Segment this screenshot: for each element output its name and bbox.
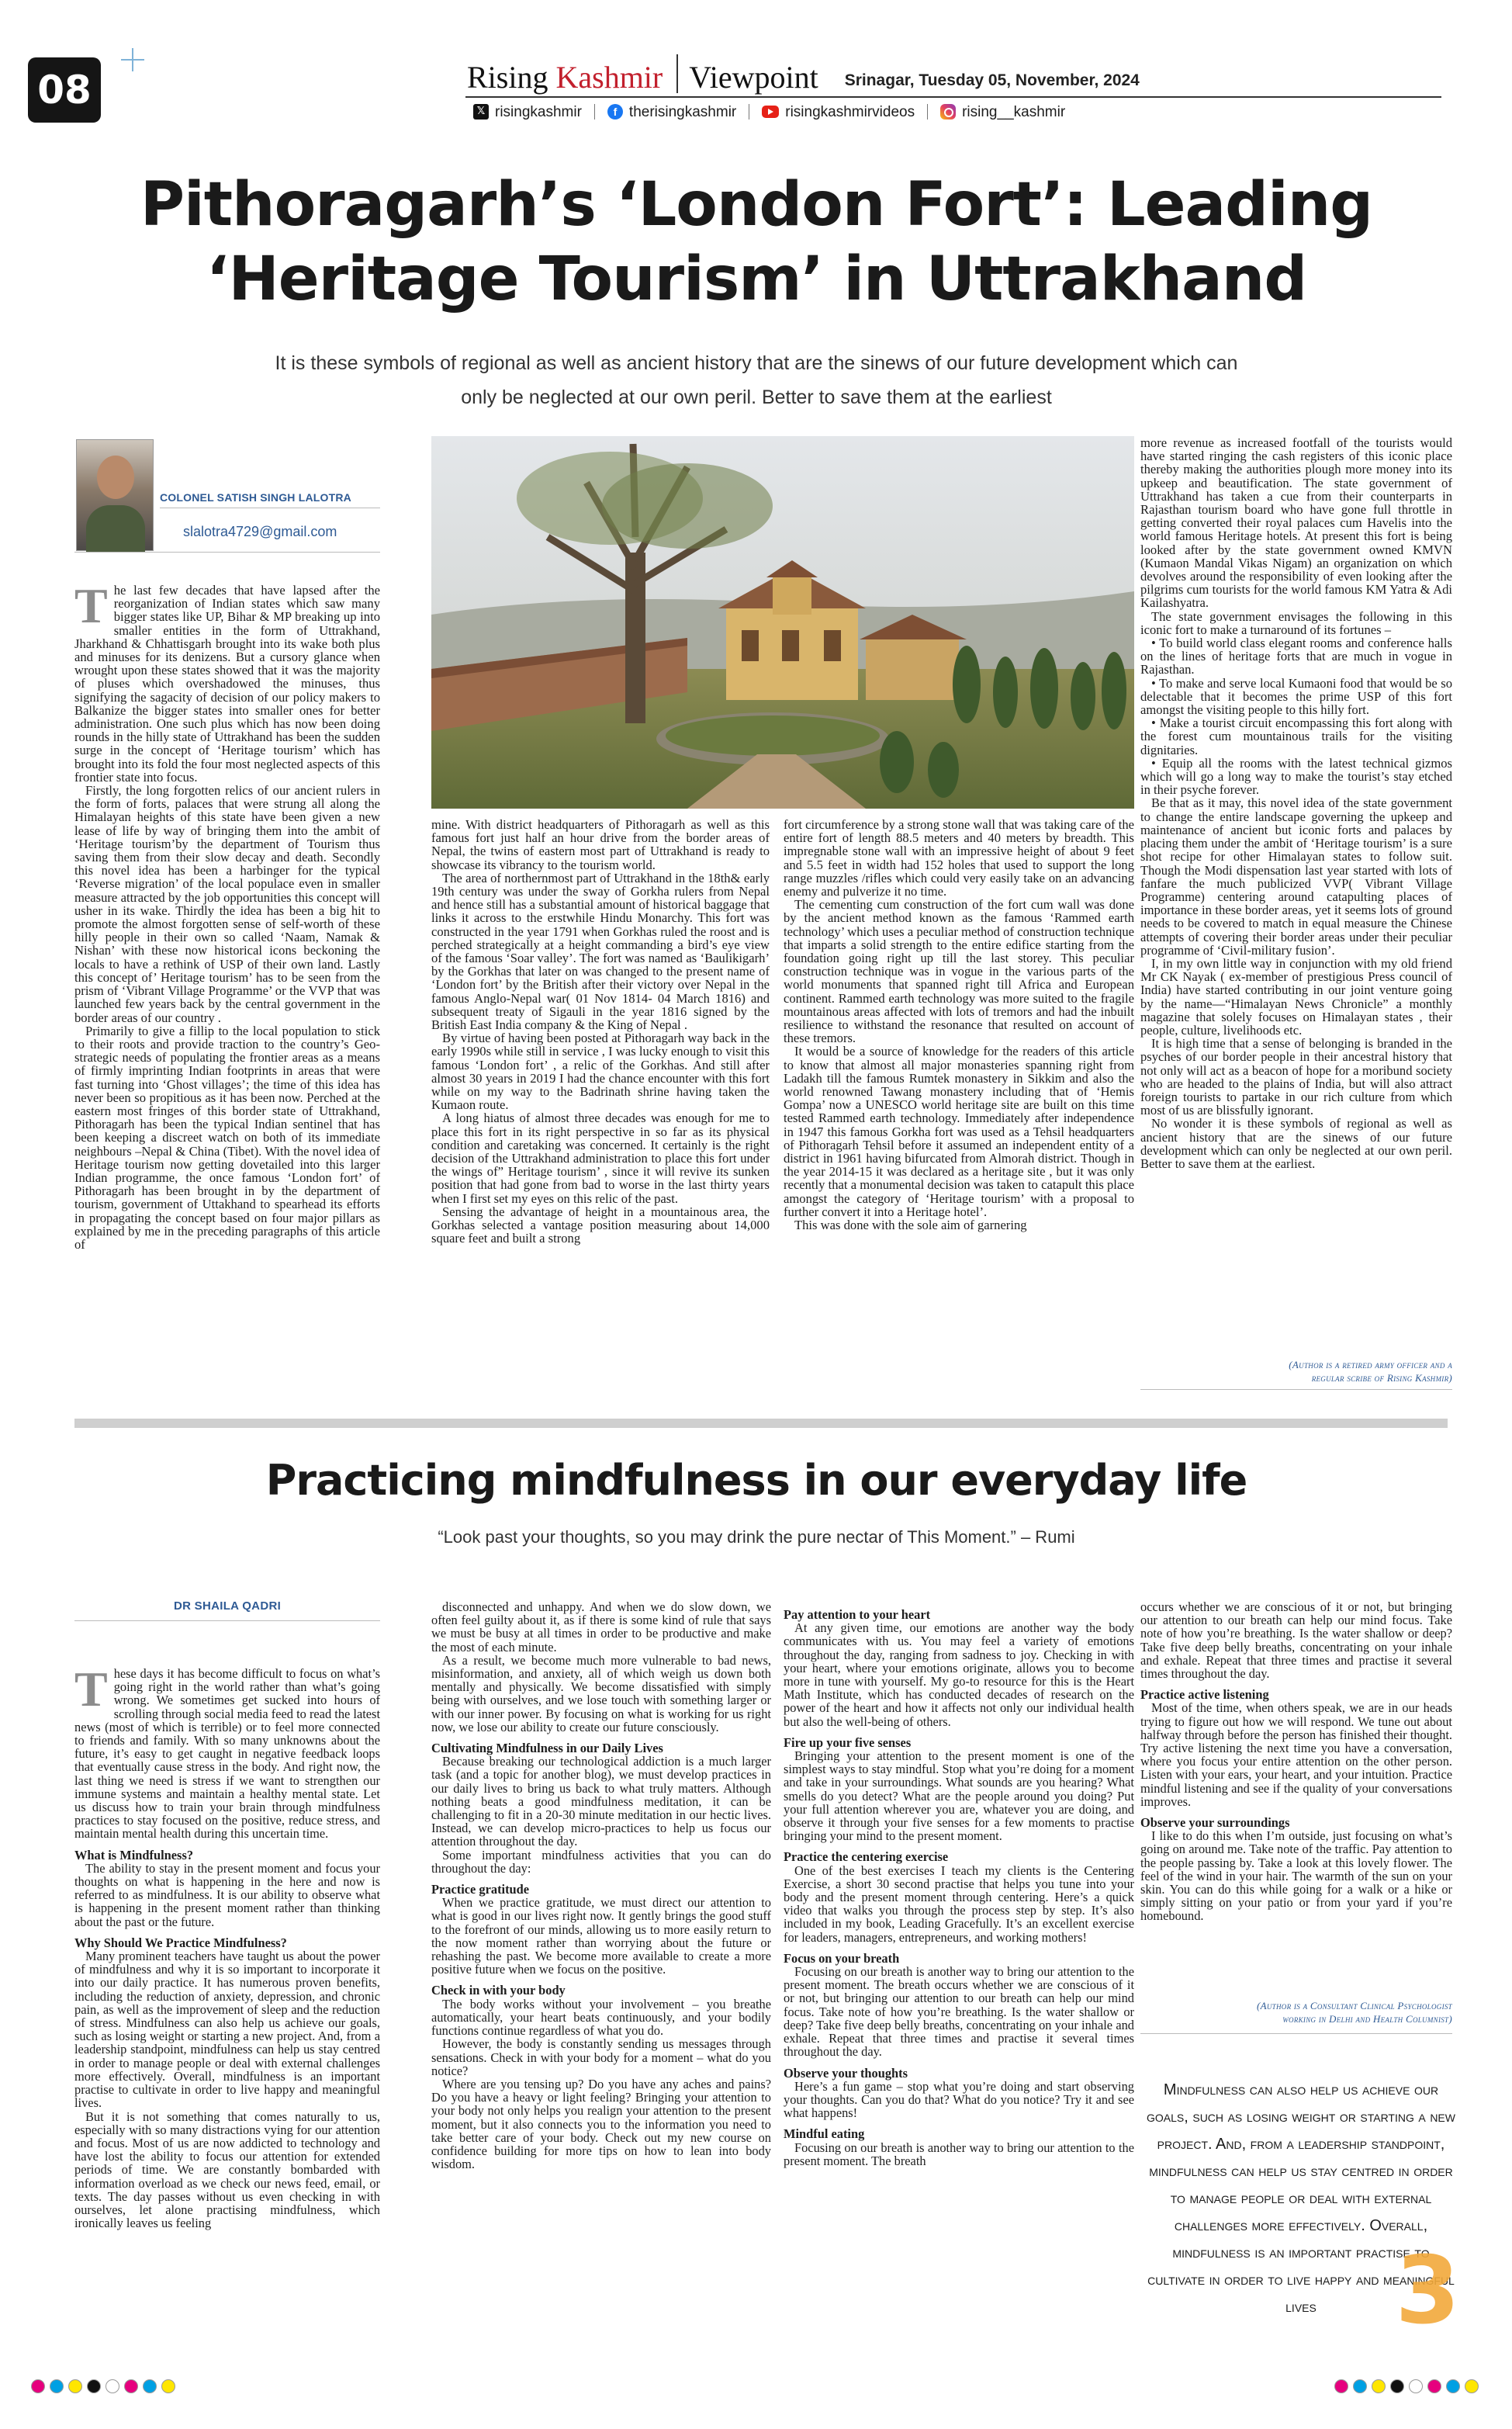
paragraph: Focusing on our breath is another way to bring our attention to the present moment. The breath occurs whether we are conscious of it or not, but bringing our attention to our breath can help our mind focus. Take note of how you’re breathing. Is the water shallow or deep? Take five deep belly breaths, concentrating on your inhale and exhale. Repeat that three times and practise it several times throughout the day. [784,1964,1134,2060]
article2-headline: Practicing mindfulness in our everyday life [265,1456,1247,1505]
color-swatch [1409,2379,1423,2393]
color-swatch [161,2379,175,2393]
article1-headline-line2: ‘Heritage Tourism’ in Uttrakhand [206,244,1307,314]
article1-bullet: • To make and serve local Kumaoni food that would be so delectable that it becomes the prime USP of this fort amongst the visiting people to this hilly fort. [1140,675,1452,718]
paragraph: When we practice gratitude, we must direct our attention to what is good in our lives right now. It gently brings the good stuff to the forefront of our minds, allowing us to more easily return to the now moment rather than worrying about the future or rehashing the past. We become more available to create a more positive future when we focus on the positive. [431,1895,771,1977]
article2-col4-flow [1140,1600,1452,1923]
article1-paragraph: The state government envisages the following in this iconic fort to make a turnaround of its fortunes – [1140,608,1452,637]
paragraph: Some important mindfulness activities that you can do throughout the day: [431,1847,771,1876]
pull-quote-mark: 3 [1395,2237,1460,2345]
social-instagram-handle: rising__kashmir [962,103,1066,120]
social-youtube-handle: risingkashmirvideos [785,103,915,120]
section-separator [74,1419,1448,1428]
color-swatch [1372,2379,1386,2393]
subheading: Observe your thoughts [784,2065,908,2081]
paragraph: Because breaking our technological addiction is a much larger task (and a topic for another blog), we must develop practices in our daily lives to bring us back to what truly matters. Although nothing beats a good mindfulness meditation, it can be challenging to fit in a 20-30 minute meditation in our hectic lives. Instead, we can develop micro-practices to help us focus our attention throughout the day. [431,1754,771,1849]
social-divider [927,104,928,120]
article1-signoff-line1: (Author is a retired army officer and a [1289,1359,1452,1370]
brand-rising: Rising [467,60,548,95]
paragraph: hese days it has become difficult to focus on what’s going right in the world rather than what’s going wrong. We sometimes get sucked into hours of scrolling through social media feed to read the latest news (most of which is terrible) or to feel more connected to friends and family. With so many unknowns about the future, it’s easy to get caught in negative feedback loops that eventually cause stress in the body. And right now, the last thing we need is stress if we want to strengthen our immune systems and maintain a healthy mental state. Let us discuss how to train your brain through mindfulness practices to stay focused on the positive, reduce stress, and maintain mental health during this uncertain time. [74,1667,380,1842]
paragraph: Most of the time, when others speak, we are in our heads trying to figure out how we will respond. We tune out about halfway through before the person has finished their thought. Try active listening the next time you have a conversation, where you focus your entire attention on the other person. Listen with your ears, your heart, and your intuition. Practice mindful listening and see if the quality of your conversations improves. [1140,1700,1452,1809]
social-x[interactable] [473,104,582,120]
paragraph: One of the best exercises I teach my clients is the Centering Exercise, a short 30 second practise that helps you tune into your body and the present moment through centering. Here’s a quick video that walks you through the process step by step. It’s also included in my book, Leading Gracefully. It’s an excellent exercise for leaders, managers, entrepreneurs, and working mothers! [784,1862,1134,1945]
article1-paragraph: Sensing the advantage of height in a mountainous area, the Gorkhas selected a vantage position measuring about 14,000 square feet and built a strong [431,1204,770,1246]
byline-rule [74,1620,380,1621]
article1-dek [248,346,1265,414]
article1-dropcap: T [74,584,108,633]
paragraph: occurs whether we are conscious of it or not, but bringing our attention to our breath can help our mind focus. Take note of how you’re breathing. Is the water shallow or deep? Take five deep belly breaths, concentrating on your inhale and exhale. Repeat that three times and practise it several times throughout the day. [1140,1600,1452,1682]
youtube-icon [762,106,779,118]
paragraph: At any given time, our emotions are another way the body communicates with us. You may feel a variety of emotions throughout the day, ranging from sadness to joy. Checking in with your heart, where your emotions originate, allows you to become more in tune with yourself. My go-to resource for this is the Heart Math Institute, which has conducted decades of research on the power of the heart and how it affects not only our individual health but also the well-being of others. [784,1620,1134,1729]
subheading: Fire up your five senses [784,1734,912,1750]
social-divider [594,104,595,120]
article1-signoff [1140,1358,1452,1384]
article1-paragraph: Primarily to give a fillip to the local population to stick to their roots and provide traction to the country’s Geo-strategic needs of populating the frontier areas as a means of firmly imprinting Indian footprints in areas that were fast turning into ‘Ghost villages’; the time of this idea has never been so propitious as it has been now. Perched at the eastern most fringes of this border state of Uttrakhand, Pithoragarh has been the typical Indian sentinel that has been keeping a discreet watch on both of its immediate neighbours –Nepal & China (Tibet). With the novel idea of Heritage tourism now getting dovetailed into this larger Indian programme, the once famous ‘London fort’ of Pithoragarh has been brought in by the department of tourism, government of Uttakhand to spearhead its efforts in propagating the concept based on four major pillars as explained by me in the preceding paragraphs of this article of [74,1023,380,1252]
masthead [467,51,1140,93]
article1-paragraph: It would be a source of knowledge for the readers of this article to know that almost all major monasteries spanning right from Ladakh till the famous Rumtek monastery in Sikkim and also the world renowned Tawang monastery including that of ‘Hemis Gompa’ now a UNESCO world heritage site are built on this time tested Rammed earth technology. Immediately after independence in 1947 this famous Gorkha fort was used as a Tehsil headquarters of Pithoragarh Tehsil before it assumed an independent entity of a district in 1961 having bifurcated from Almorah district. Though in the year 2014-15 it was declared as a heritage site , but it was only recently that a monumental decision was taken to catapult this place amongst the category of ‘Heritage tourism’ with a proposal to further convert it into a Heritage hotel’. [784,1044,1134,1219]
facebook-icon: f [607,104,623,120]
paragraph: The ability to stay in the present moment and focus your thoughts on what is happening in the here and now is referred to as mindfulness. It is our ability to observe what is happening in the present moment rather than thinking about the past or the future. [74,1860,380,1929]
article1-paragraph: By virtue of having been posted at Pithoragarh way back in the early 1990s while still in service , I was lucky enough to visit this famous ‘London fort’ , a relic of the Gorkhas. And still after almost 30 years in 2019 I had the chance encounter with this fort while on my way to the Badrinath shrine having taken the Kumaon route. [431,1031,770,1113]
color-swatch [50,2379,64,2393]
instagram-icon [940,104,956,120]
article2-dek: “Look past your thoughts, so you may drink the pure nectar of This Moment.” – Rumi [438,1527,1075,1547]
paragraph: Here’s a fun game – stop what you’re doing and start observing your thoughts. Can you do that? What do you notice? Try it and see what happens! [784,2078,1134,2121]
color-swatch [1353,2379,1367,2393]
color-swatch [1427,2379,1441,2393]
fort-illustration [431,436,1134,809]
paragraph: However, the body is constantly sending us messages through sensations. Check in with your body for a moment – what do you notice? [431,2036,771,2078]
color-swatch [106,2379,119,2393]
brand-kashmir: Kashmir [555,60,663,95]
social-facebook[interactable] [607,104,736,120]
article1-dek-line1: It is these symbols of regional as well as ancient history that are the sinews of our future development which can [275,352,1238,374]
article1-signoff-line2: regular scribe of Rising Kashmir) [1311,1372,1452,1384]
dateline: Srinagar, Tuesday 05, November, 2024 [844,71,1140,89]
subheading: Pay attention to your heart [784,1607,931,1622]
article1-paragraph: Firstly, the long forgotten relics of our ancient rulers in the form of forts, palaces that were strung all along the Himalayan heights of this state have been given a new lease of life by way of bringing them into the ambit of ‘Heritage tourism’by the department of Tourism thus saving them from their slow decay and death. Secondly this novel idea has been a harbinger for the typical ‘Reverse migration’ of the local populace even in smaller measure attracted by the job opportunities this concept will usher in its wake. Thirdly the idea has been a big hit to promote the almost forgotten sense of self-worth of these hilly people in their own so called ‘Naam, Namak & Nishan’ with these now historical icons beckoning the locals to have a rethink of USP of their own land. Lastly this concept of’ Heritage tourism’ has to be seen from the prism of ‘Vibrant Village Programme’ or the VVP that was launched few years back by the central government in the border areas of our country . [74,783,380,1025]
subheading: Mindful eating [784,2126,865,2142]
paragraph: Focusing on our breath is another way to bring our attention to the present moment. The breath [784,2140,1134,2168]
article1-dek-line2: only be neglected at our own peril. Better to save them at the earliest [461,386,1052,408]
section-name: Viewpoint [689,60,818,95]
subheading: Observe your surroundings [1140,1815,1290,1831]
subheading: Cultivating Mindfulness in our Daily Lives [431,1741,663,1756]
article2-column-1 [74,1667,380,2364]
article1-paragraph: No wonder it is these symbols of regional as well as ancient history that are the sinews of our future development which can only be neglected at our own peril. Better to save them at the earliest. [1140,1116,1452,1171]
article1-column-3 [784,818,1134,1412]
paragraph: Many prominent teachers have taught us about the power of mindfulness and why it is so important to incorporate it into our daily practice. It has numerous proven benefits, including the reduction of anxiety, depression, and chronic pain, as well as the improvement of sleep and the reduction of stress. Mindfulness can also help us achieve our goals, such as losing weight or starting a new project. And, from a leadership standpoint, mindfulness can help us stay centred in order to manage people or deal with external challenges more effectively. Overall, mindfulness is an important practise to cultivate in order to live happy and meaningful lives. [74,1949,380,2111]
article2-signoff-line2: working in Delhi and Health Columnist) [1282,2013,1452,2025]
signoff-rule [1140,2033,1452,2034]
article1-paragraph: I, in my own little way in conjunction with my old friend Mr CK Nayak ( ex-member of prestigious Press council of India) have started contributing in our joint venture going by the name—“Himalayan News Chronicle” a monthly magazine that solely focuses on Himalayan states , their people, culture, livelihoods etc. [1140,955,1452,1038]
paragraph: Where are you tensing up? Do you have any aches and pains? Do you have a heavy or light feeling? Bringing your attention to your body not only helps you realign your attention to the present moment, but it also connects you to the information you need to take better care of your body. Check out my new course on confidence building for more tips on how to lean into body wisdom. [431,2076,771,2172]
article1-paragraph: Be that as it may, this novel idea of the state government to change the entire landscape governing the upkeep and maintenance of ancient but iconic forts and palaces by placing them under the ambit of ‘Heritage tourism’ is a sure shot recipe for other Himalayan states to follow suit. Though the Modi dispensation last year started with lots of fanfare the much publicized VVP( Vibrant Village Programme) centering around catapulting places of importance in these border areas, yet it seems lots of ground needs to be covered to match in equal measure the Chinese attempts of covering their border areas under their peculiar programme of ‘Civil-military fusion’. [1140,795,1452,958]
subheading: Practice active listening [1140,1687,1269,1703]
article1-bullet: • Equip all the rooms with the latest technical gizmos which will go a long way to make the tourist’s stay etched in their psyche forever. [1140,755,1452,798]
social-x-handle: risingkashmir [495,103,582,120]
color-swatch [31,2379,45,2393]
article2-signoff [1140,1999,1452,2025]
article1-author-email[interactable]: slalotra4729@gmail.com [183,524,337,539]
social-links [473,104,1078,120]
article1-bullet: • Make a tourist circuit encompassing this fort along with the forest cum mountainous trails for the visiting dignitaries. [1140,716,1452,757]
article1-paragraph: This was done with the sole aim of garnering [794,1218,1027,1233]
article1-bullet: • To build world class elegant rooms and conference halls on the lines of heritage forts that are much in vogue in Rajasthan. [1140,636,1452,677]
paragraph: But it is not something that comes naturally to us, especially with so many distractions vying for our attention and focus. Most of us are now addicted to technology and have lost the ability to focus our attention for extended periods of time. We are constantly bombarded with information overload as we check our news feed, email, or texts. The day passes without us even checking in with ourselves, let alone practising mindfulness, which ironically leaves us feeling [74,2108,380,2231]
article1-column-2 [431,818,770,1412]
article1-paragraph: It is high time that a sense of belonging is branded in the psyches of our border people in their ancestral history that not only will act as a beacon of hope for a moribund society who are headed to the plains of India, but will also attract foreign tourists to partake in our rich culture from which most of us are blissfully ignorant. [1140,1036,1452,1118]
color-swatch [1446,2379,1460,2393]
subheading: Check in with your body [431,1983,566,1998]
page-number: 08 [28,57,101,123]
color-swatch [1465,2379,1479,2393]
signoff-rule [1140,1389,1452,1390]
article2-col2-flow [431,1600,771,2171]
masthead-divider [676,54,678,93]
article2-signoff-line1: (Author is a Consultant Clinical Psychologist [1257,2000,1452,2011]
color-swatch [124,2379,138,2393]
paragraph: I like to do this when I’m outside, just focusing on what’s going on around me. Take note of the traffic. Pay attention to the people passing by. Take a look at this lovely flower. The feel of the wind in your hair. The warmth of the sun on your skin. You can do this while going for a walk or a hike or simply sitting on your patio or from your yard if you’re homebound. [1140,1828,1452,1924]
color-swatch [1390,2379,1404,2393]
color-swatch [1334,2379,1348,2393]
article1-paragraph: The cementing cum construction of the fort cum wall was done by the ancient method known as the famous ‘Rammed earth technology’ which uses a peculiar method of construction technique that imparts a solid strength to the entire edifice starting from the foundation going right up till the last storey. This peculiar construction technique was in vogue in the various parts of the world monuments that spanned right till Africa and European continent. Rammed earth technology was more suited to the fragile mountainous areas affected with lots of tremors and had the inbuilt resilience to withstand the resonance that resulted on account of these tremors. [784,897,1134,1046]
color-swatch [143,2379,157,2393]
x-icon: 𝕏 [473,104,489,120]
paragraph: Bringing your attention to the present moment is one of the simplest ways to stay mindful. Stop what you’re doing for a moment and take in your surroundings. What sounds are you hearing? What smells do you detect? What are the people around you doing? Put your full attention wherever you are, whatever you are doing, and observe it through your five senses for a few moments to practise bringing your mind to the present moment. [784,1748,1134,1844]
social-instagram[interactable] [940,104,1065,120]
article2-column-4 [1140,1600,1452,1988]
article2-col1-flow [74,1667,380,2230]
article1-column-1 [74,584,380,1412]
pull-quote [1145,2077,1460,2345]
masthead-rule [465,96,1441,98]
article1-paragraph: The area of northernmost part of Uttrakhand in the 18th& early 19th century was under the sway of Gorkha rulers from Nepal and hence still has a substantial amount of historical baggage that links it across to the erstwhile Hindu Monarchy. This fort was constructed in the year 1791 when Gorkhas ruled the roost and is perched strategically at a height commanding a bird’s eye view of the famous ‘Soar valley’. The fort was named as ‘Baulikigarh’ by the Gorkhas that later on was changed to the present name of ‘London fort’ by the British after their victory over Nepal in the famous Anglo-Nepal war( 01 Nov 1814- 04 March 1816) and subsequent treaty of Sigauli in the year 1816 signed by the British East India company & the King of Nepal . [431,870,770,1033]
paragraph: The body works without your involvement – you breathe automatically, your heart beats continuously, and your bodily functions continue regardless of what you do. [431,1996,771,2039]
subheading: Why Should We Practice Mindfulness? [74,1935,287,1950]
article2-column-3 [784,1600,1134,2364]
subheading: Practice the centering exercise [784,1849,949,1865]
paragraph: disconnected and unhappy. And when we do slow down, we often feel guilty about it, as if there is some kind of rule that says we must be busy at all times in order to be productive and make the most of each minute. [431,1600,771,1655]
article1-headline-line1: Pithoragarh’s ‘London Fort’: Leading [140,170,1373,240]
article1-author-name: COLONEL SATISH SINGH LALOTRA [160,491,351,504]
article1-headline [47,168,1466,317]
article1-paragraph: fort circumference by a strong stone wall that was taking care of the entire fort of length 88.5 meters and 40 meters by breadth. This impregnable stone wall with an impressive height of about 9 feet and 5.5 feet in width had 152 holes that used to support the long range muzzles /rifles which could very easily take on an advancing enemy and pulverize it no time. [784,818,1134,899]
social-facebook-handle: therisingkashmir [628,103,737,120]
subheading: Focus on your breath [784,1950,900,1966]
article1-paragraph: more revenue as increased footfall of the tourists would have started ringing the cash registers of this iconic place thereby making the authorities plough more money into its upkeep and beautification. The state government of Uttrakhand has taken a cue from their counterparts in Rajasthan tourism board who have gone full throttle in getting converted their royal palaces cum Havelis into the world famous Heritage hotels. At present this fort is being looked after by the state government owned KMVN (Kumaon Mandal Vikas Nigam) an organization on which devolves around the responsibility of even looking after the pilgrims cum tourists for the world famous KM Yatra & Adi Kailashyatra. [1140,436,1452,611]
article2-col3-flow [784,1608,1134,2167]
article1-paragraph: mine. With district headquarters of Pithoragarh as well as this famous fort just half an hour drive from the border areas of Nepal, the twins of eastern most part of Uttrakhand is ready to showcase its vibrancy to the tourism world. [431,818,770,872]
social-youtube[interactable] [762,105,915,120]
registration-mark-icon [121,48,144,71]
paragraph: As a result, we become much more vulnerable to bad news, misinformation, and anxiety, all of which weigh us down both mentally and physically. We become dissatisfied with simply being with ourselves, and we lose touch with something larger or with our inner power. By focusing on what is working for us right now, we lose our ability to create our future consciously. [431,1652,771,1734]
color-swatch [68,2379,82,2393]
subheading: What is Mindfulness? [74,1847,194,1862]
author-photo [76,439,154,551]
pull-quote-text: Mindfulness can also help us achieve our goals, such as losing weight or starting a new project. And, from a leadership standpoint, mindfulness can help us stay centred in order to manage people or deal with external challenges more effectively. Overall, mindfulness is an important practise to cultivate in order to live happy and meaningful lives [1147,2081,1455,2316]
article1-column-4 [1140,436,1452,1375]
article2-column-2 [431,1600,771,2364]
print-color-bar [31,2379,1482,2393]
article1-paragraph: he last few decades that have lapsed after the reorganization of Indian states which saw many bigger states like UP, Bihar & MP breaking up into smaller entities in the form of Uttrakhand, Jharkhand & Chhattisgarh brought into its wake both plus and minuses for its denizens. But a cursory glance when wrought upon these states showed that it was the majority of pluses which overshadowed the minuses, thus signifying the sagacity of decision of our policy makers to Balkanize the bigger states into smaller ones for better administration. One such plus which has now been doing rounds in the hilly state of Uttrakhand has been the sudden surge in the concept of ‘Heritage tourism’ which has brought into its fold the four most neglected aspects of this frontier state into focus. [74,584,380,785]
article1-paragraph: A long hiatus of almost three decades was enough for me to place this fort in its right perspective in so far as its physical condition and caretaking was concerned. It certainly is the right decision of the Uttrakhand administration to place this fort under the wings of” Heritage tourism’ , since it will revive its sunken position that had gone from bad to worse in the last thirty years when I first set my eyes on this relic of the past. [431,1111,770,1206]
article2-author-name: DR SHAILA QADRI [173,1599,282,1613]
subheading: Practice gratitude [431,1882,530,1897]
article2-dropcap: T [74,1667,108,1717]
color-swatch [87,2379,101,2393]
fort-photo [431,436,1134,809]
